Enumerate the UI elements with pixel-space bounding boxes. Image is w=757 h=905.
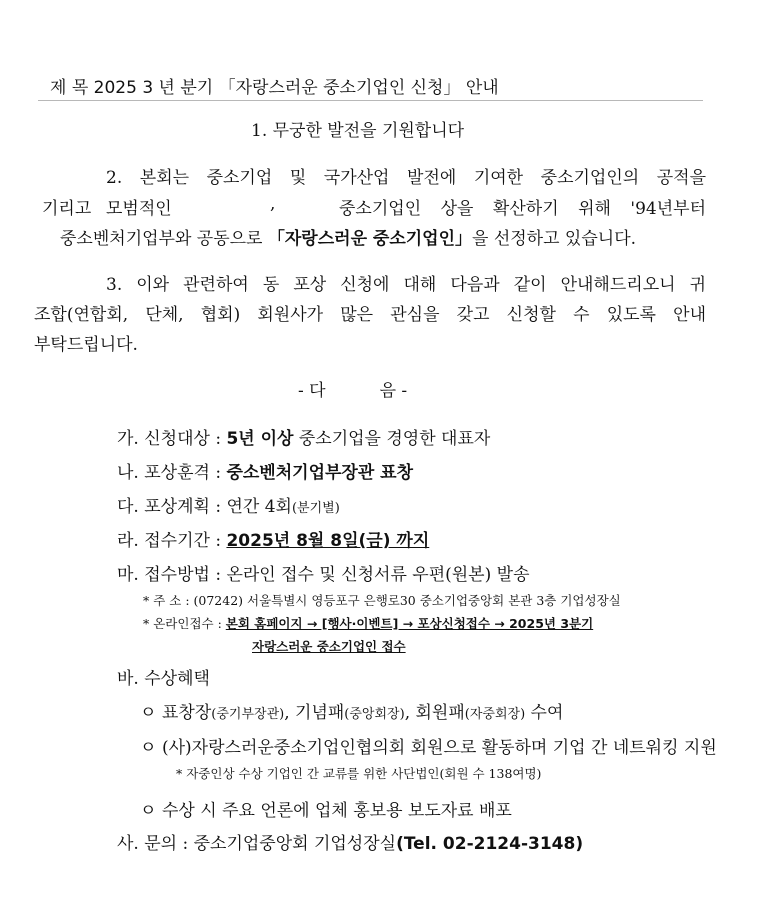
document-title: 제 목 2025 3 년 분기 「자랑스러운 중소기업인 신청」 안내 (50, 78, 499, 98)
paragraph-2-comma: , (270, 194, 276, 214)
deadline: 2025년 8월 8일(금) 까지 (226, 531, 430, 551)
item-ma: 마. 접수방법 : 온라인 접수 및 신청서류 우편(원본) 발송 (117, 565, 530, 585)
bullet-icon: ㅇ (140, 738, 157, 758)
online-note: * 온라인접수 : 본회 홈페이지 → [행사·이벤트] → 포상신청접수 → 2025년 3분기 (143, 616, 594, 631)
paragraph-2-line-1: 2. 본회는 중소기업 및 국가산업 발전에 기여한 중소기업인의 공적을 (106, 168, 706, 188)
benefit-1: ㅇ 표창장(중기부장관), 기념패(중앙회장), 회원패(자중회장) 수여 (140, 698, 563, 723)
item-na: 나. 포상훈격 : 중소벤처기업부장관 표창 (117, 463, 414, 483)
contact-phone: (Tel. 02-2124-3148) (396, 834, 584, 854)
benefit-2: ㅇ (사)자랑스러운중소기업인협의회 회원으로 활동하며 기업 간 네트워킹 지원 (140, 733, 717, 758)
paragraph-1: 1. 무궁한 발전을 기원합니다 (251, 121, 465, 141)
title-divider (38, 100, 703, 101)
paragraph-2-line-2: 중소기업인 상을 확산하기 위해 '94년부터 (339, 199, 706, 219)
paragraph-3-line-3: 부탁드립니다. (34, 335, 138, 355)
bullet-icon: ㅇ (140, 801, 157, 821)
section-separator: - 다 음 - (298, 381, 408, 401)
item-ba: 바. 수상혜택 (117, 669, 210, 689)
item-ra: 라. 접수기간 : 2025년 8월 8일(금) 까지 (117, 531, 430, 551)
benefit-3: ㅇ 수상 시 주요 언론에 업체 홍보용 보도자료 배포 (140, 796, 512, 821)
paragraph-2-word-1: 기리고 (42, 199, 92, 219)
benefit-2-note: * 자중인상 수상 기업인 간 교류를 위한 사단법인(회원 수 138여명) (176, 766, 542, 781)
address-note: * 주 소 : (07242) 서울특별시 영등포구 은행로30 중소기업중앙회 본관 3층 기업성장실 (143, 593, 621, 608)
item-sa: 사. 문의 : 중소기업중앙회 기업성장실(Tel. 02-2124-3148) (117, 834, 584, 854)
item-da: 다. 포상계획 : 연간 4회(분기별) (117, 497, 340, 517)
paragraph-3-line-2: 조합(연합회, 단체, 협회) 회원사가 많은 관심을 갖고 신청할 수 있도록 안내 (34, 305, 706, 325)
paragraph-3-line-1: 3. 이와 관련하여 동 포상 신청에 대해 다음과 같이 안내해드리오니 귀 (106, 275, 706, 295)
award-name: 「자랑스러운 중소기업인」 (267, 229, 473, 249)
paragraph-2-line-3: 중소벤처기업부와 공동으로 「자랑스러운 중소기업인」을 선정하고 있습니다. (60, 229, 637, 249)
paragraph-2-word-2: 모범적인 (106, 199, 172, 219)
bullet-icon: ㅇ (140, 703, 157, 723)
online-note-continued: 자랑스러운 중소기업인 접수 (252, 639, 406, 654)
item-ga: 가. 신청대상 : 5년 이상 중소기업을 경영한 대표자 (117, 429, 491, 449)
